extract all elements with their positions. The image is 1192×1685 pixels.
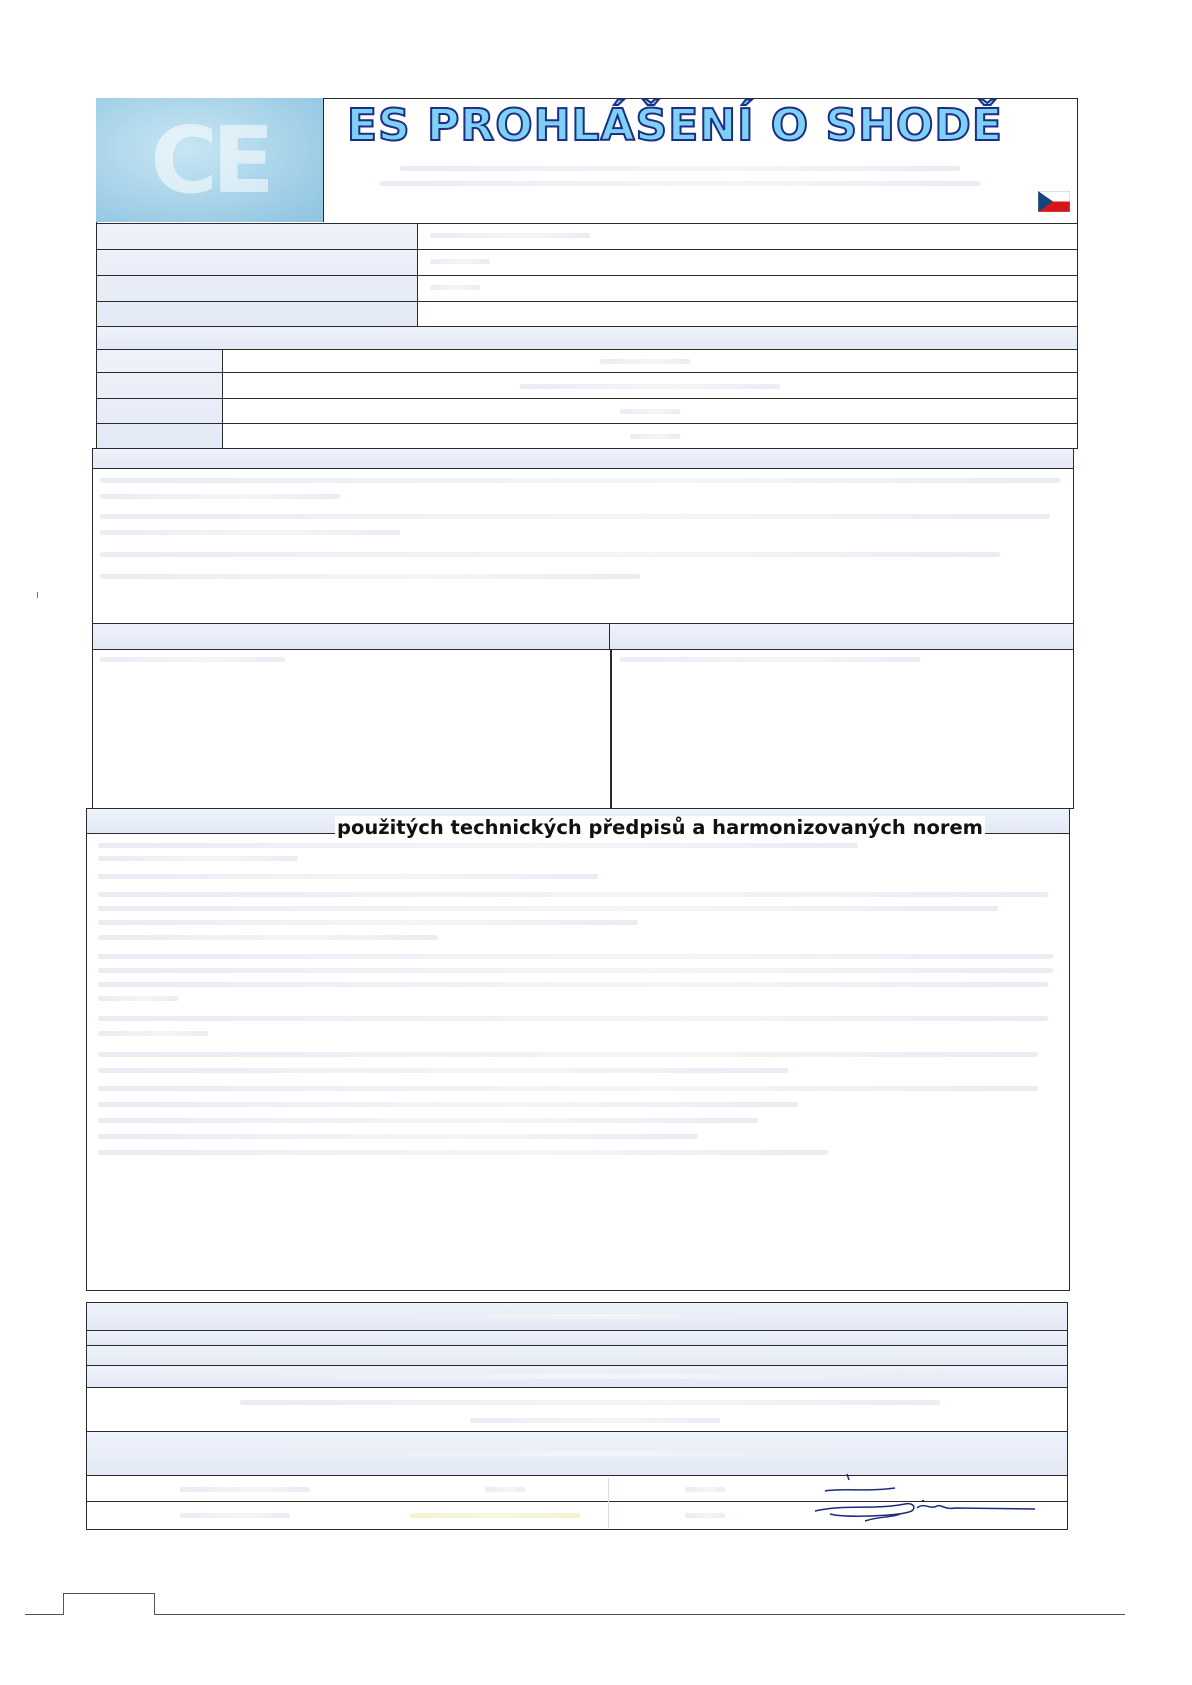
standards-line bbox=[98, 874, 598, 879]
issue-row bbox=[87, 1346, 1067, 1366]
ce-mark: CE bbox=[150, 106, 269, 214]
document-title: ES PROHLÁŠENÍ O SHODĚ bbox=[347, 100, 1003, 151]
standards-line bbox=[98, 982, 1048, 987]
standards-line bbox=[98, 1052, 1038, 1057]
row-value bbox=[630, 434, 680, 439]
issue-row-text bbox=[160, 1374, 940, 1379]
declaration-line bbox=[100, 478, 1060, 483]
statement-line bbox=[470, 1418, 720, 1423]
row-divider bbox=[96, 249, 1078, 250]
czech-flag-icon bbox=[1038, 191, 1070, 212]
row-value bbox=[600, 359, 690, 364]
signature-scribble bbox=[805, 1466, 1045, 1526]
standards-line bbox=[98, 1086, 1038, 1091]
standards-line bbox=[98, 935, 438, 940]
subtitle-line bbox=[400, 166, 960, 171]
ce-logo bbox=[96, 98, 324, 222]
standards-line bbox=[98, 1150, 828, 1155]
row-value bbox=[520, 384, 780, 389]
signatory-date bbox=[685, 1487, 725, 1492]
issue-row bbox=[87, 1331, 1067, 1346]
standards-line bbox=[98, 856, 298, 861]
declaration-line bbox=[100, 514, 1050, 519]
standards-line bbox=[98, 892, 1048, 897]
standards-line bbox=[98, 996, 178, 1001]
declaration-line bbox=[100, 574, 640, 579]
issue-heading-text bbox=[420, 1314, 730, 1319]
row-value bbox=[430, 233, 590, 238]
signatory-column-divider bbox=[608, 1478, 609, 1528]
signatory-name bbox=[180, 1487, 310, 1492]
signatory-position bbox=[410, 1513, 580, 1518]
standards-line bbox=[98, 1134, 698, 1139]
standards-line bbox=[98, 968, 1053, 973]
signatory-name bbox=[180, 1513, 290, 1518]
standards-line bbox=[98, 906, 998, 911]
right-column-heading bbox=[610, 624, 1073, 650]
row-value bbox=[430, 259, 490, 264]
two-column-block bbox=[92, 623, 1074, 809]
product-label-column bbox=[97, 350, 223, 448]
row-divider bbox=[96, 301, 1078, 302]
signatory-heading-text bbox=[300, 1451, 820, 1456]
standards-line bbox=[98, 1118, 758, 1123]
standards-line bbox=[98, 1068, 788, 1073]
statement-area bbox=[87, 1388, 1067, 1432]
row-divider bbox=[96, 372, 1078, 373]
row-divider bbox=[96, 423, 1078, 424]
footer-rule bbox=[25, 1614, 1125, 1615]
row-divider bbox=[96, 275, 1078, 276]
signatory-position bbox=[485, 1487, 525, 1492]
product-table bbox=[96, 349, 1078, 449]
right-column-line bbox=[620, 657, 920, 662]
declaration-heading-bar bbox=[93, 449, 1073, 469]
column-divider bbox=[610, 650, 612, 809]
row-divider bbox=[96, 398, 1078, 399]
declaration-line bbox=[100, 494, 340, 499]
standards-line bbox=[98, 843, 858, 848]
statement-line bbox=[240, 1400, 940, 1405]
row-value bbox=[430, 285, 480, 290]
signatory-date bbox=[685, 1513, 725, 1518]
standards-line bbox=[98, 1016, 1048, 1021]
declaration-line bbox=[100, 530, 400, 535]
standards-line bbox=[98, 1102, 798, 1107]
product-heading-bar bbox=[96, 326, 1078, 350]
footer-tab bbox=[63, 1593, 155, 1615]
left-column-line bbox=[100, 657, 285, 662]
left-column-heading bbox=[93, 624, 610, 650]
row-value bbox=[620, 409, 680, 414]
declaration-block bbox=[92, 448, 1074, 624]
standards-block bbox=[86, 808, 1070, 1291]
standards-line bbox=[98, 920, 638, 925]
subtitle-line bbox=[380, 181, 980, 186]
standards-line bbox=[98, 1031, 208, 1036]
scan-mark bbox=[37, 592, 38, 598]
standards-line bbox=[98, 954, 1053, 959]
standards-heading: použitých technických předpisů a harmonizovaných norem bbox=[337, 816, 984, 839]
declaration-line bbox=[100, 552, 1000, 557]
